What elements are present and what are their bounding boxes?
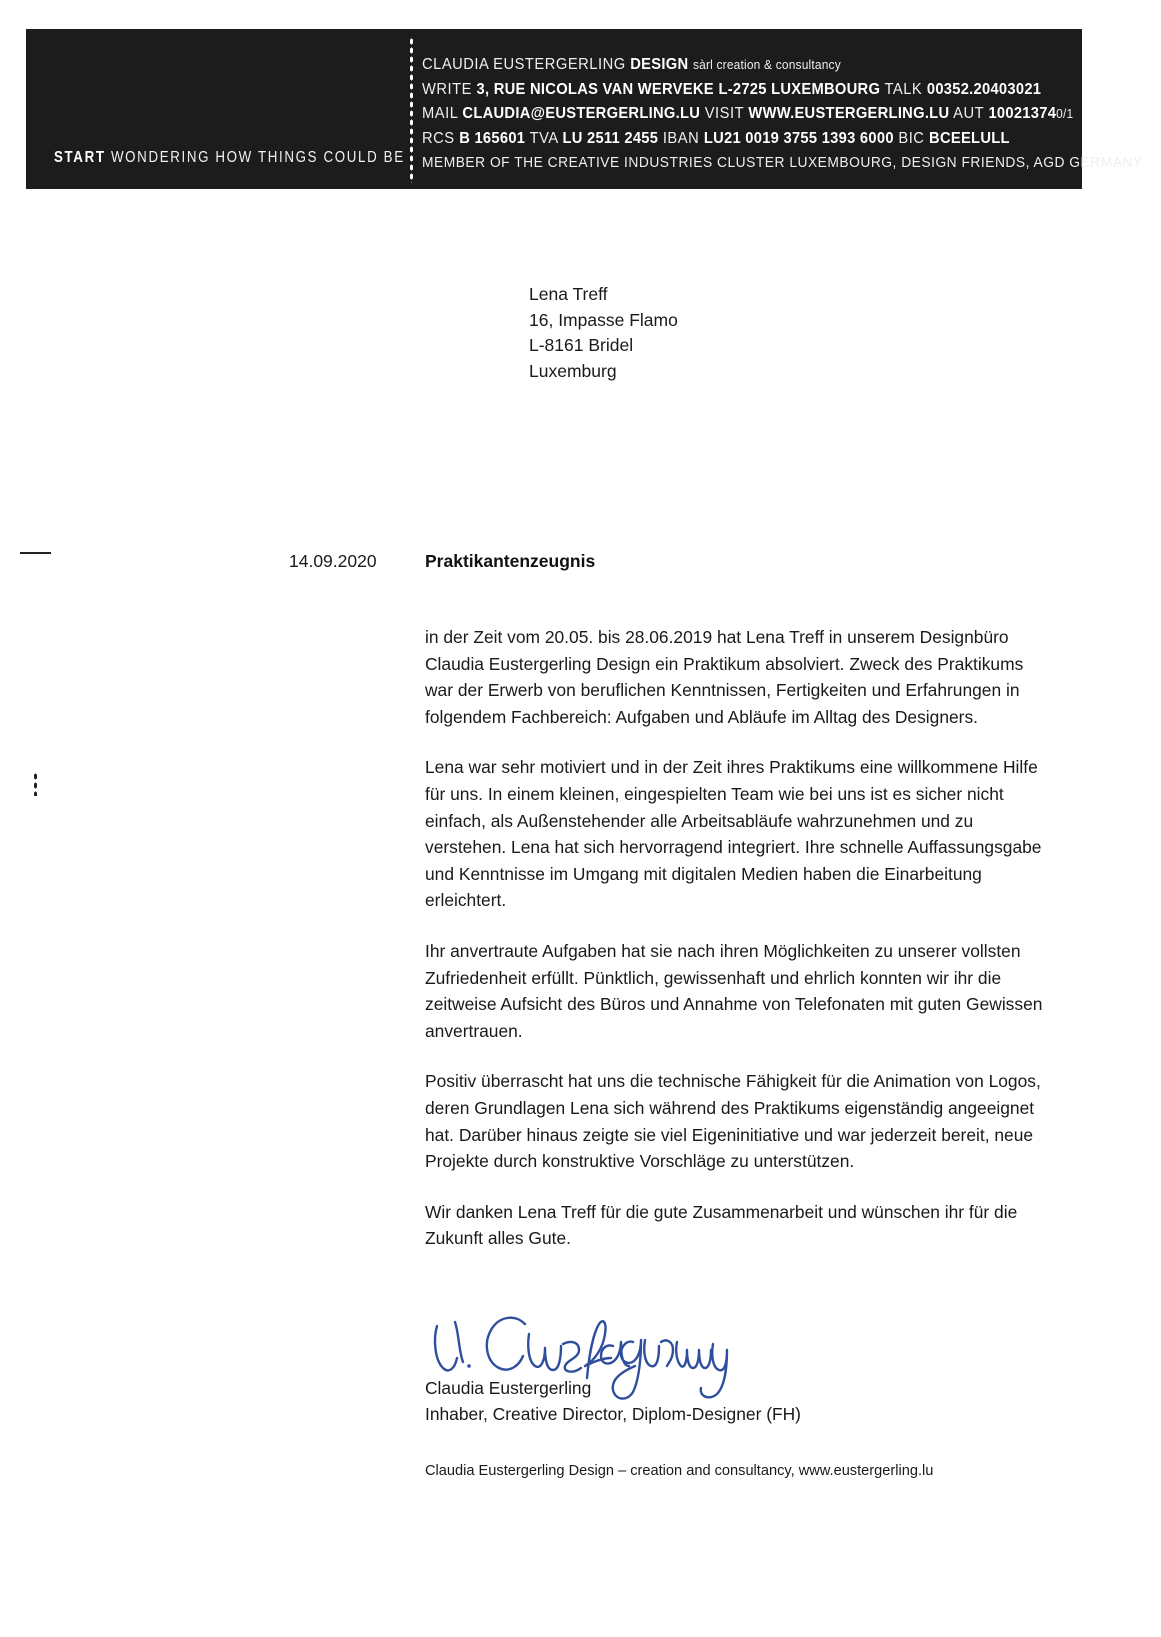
company-name-design: DESIGN: [630, 56, 689, 73]
body-paragraph-2: Lena war sehr motiviert und in der Zeit ihres Praktikums eine willkommene Hilfe für uns. In einem kleinen, eingespielten Team wie bei uns ist es sicher nicht einfach, als Außenstehender alle Arbeitsabläufe wahrzunehmen und zu verstehen. Lena hat sich hervorragend integriert. Ihre schnelle Auffassungsgabe und Kenntnisse im Umgang mit digitalen Medien haben die Einarbeitung erleichtert.: [425, 757, 1042, 911]
tagline-start-word: START: [54, 149, 106, 166]
contact-mail-line: [422, 102, 1074, 127]
contact-membership-line: MEMBER OF THE CREATIVE INDUSTRIES CLUSTER LUXEMBOURG, DESIGN FRIENDS, AGD GERMANY: [422, 154, 1143, 171]
value-rcs: B 165601: [459, 129, 526, 147]
value-bic: BCEELULL: [929, 129, 1010, 147]
tagline-rest: WONDERING HOW THINGS COULD BE: [110, 149, 405, 166]
contact-registration-line: [422, 127, 1024, 152]
company-name-part1: CLAUDIA EUSTERGERLING: [422, 56, 626, 73]
signer-role: Inhaber, Creative Director, Diplom-Designer (FH): [425, 1403, 801, 1424]
value-website[interactable]: WWW.EUSTERGERLING.LU: [748, 105, 950, 122]
recipient-postal-city: L-8161 Bridel: [529, 335, 634, 355]
body-paragraph-5: Wir danken Lena Treff für die gute Zusammenarbeit und wünschen ihr für die Zukunft alles Gute.: [425, 1201, 1018, 1249]
letter-subject: Praktikantenzeugnis: [425, 551, 596, 571]
value-aut-suffix: 0/1: [1056, 106, 1074, 121]
recipient-street: 16, Impasse Flamo: [529, 309, 678, 330]
contact-company-line: [422, 53, 1024, 78]
letterhead-tagline: [54, 149, 405, 167]
label-bic: BIC: [898, 129, 925, 147]
punch-mark-icon: [33, 772, 38, 796]
value-iban: LU21 0019 3755 1393 6000: [703, 129, 894, 147]
recipient-address-block: [529, 282, 678, 384]
letterhead-band: [26, 29, 1143, 189]
label-talk: TALK: [884, 80, 923, 98]
label-aut: AUT: [953, 105, 984, 122]
letter-body: [425, 624, 1050, 1252]
signature-block: [425, 1300, 1050, 1427]
letter-date: 14.09.2020: [289, 551, 377, 571]
body-paragraph-1: in der Zeit vom 20.05. bis 28.06.2019 hat Lena Treff in unserem Designbüro Claudia Eustergerling Design ein Praktikum absolviert. Zweck des Praktikums war der Erwerb von beruflichen Kenntnissen, Fertigkeiten und Erfahrungen in folgendem Fachbereich: Aufgaben und Abläufe im Alltag des Designers.: [425, 627, 1024, 727]
label-visit: VISIT: [704, 105, 744, 122]
value-tva: LU 2511 2455: [562, 129, 659, 147]
label-rcs: RCS: [422, 129, 455, 147]
fold-mark-icon: [20, 552, 51, 554]
body-paragraph-4: Positiv überrascht hat uns die technische Fähigkeit für die Animation von Logos, deren Grundlagen Lena sich während des Praktikums eigenständig angeeignet hat. Darüber hinaus zeigte sie viel Eigeninitiative und war jederzeit bereit, neue Projekte durch konstruktive Vorschläge zu unterstützen.: [425, 1071, 1041, 1172]
label-write: WRITE: [422, 80, 472, 98]
label-iban: IBAN: [662, 129, 700, 147]
label-mail: MAIL: [422, 105, 458, 122]
page-footer: Claudia Eustergerling Design – creation and consultancy, www.eustergerling.lu: [425, 1463, 934, 1479]
value-email[interactable]: CLAUDIA@EUSTERGERLING.LU: [462, 105, 701, 122]
value-phone: 00352.20403021: [926, 80, 1042, 98]
value-city: L-2725 LUXEMBOURG: [718, 80, 881, 98]
value-aut: 10021374: [988, 105, 1057, 122]
letterhead-contact-block: [422, 53, 1143, 176]
value-street: 3, RUE NICOLAS VAN WERVEKE: [476, 80, 714, 98]
recipient-country: Luxemburg: [529, 360, 617, 381]
contact-write-line: [422, 78, 1042, 103]
recipient-name: Lena Treff: [529, 284, 608, 304]
dotted-divider-icon: [409, 37, 414, 183]
company-name-suffix: sàrl creation & consultancy: [692, 57, 841, 72]
body-paragraph-3: Ihr anvertraute Aufgaben hat sie nach ihren Möglichkeiten zu unserer vollsten Zufriedenheit erfüllt. Pünktlich, gewissenhaft und ehrlich konnten wir ihr die zeitweise Aufsicht des Büros und Annahme von Telefonaten mit guten Gewissen anvertrauen.: [425, 940, 1043, 1041]
signer-name: Claudia Eustergerling: [425, 1378, 592, 1398]
label-tva: TVA: [529, 129, 558, 147]
